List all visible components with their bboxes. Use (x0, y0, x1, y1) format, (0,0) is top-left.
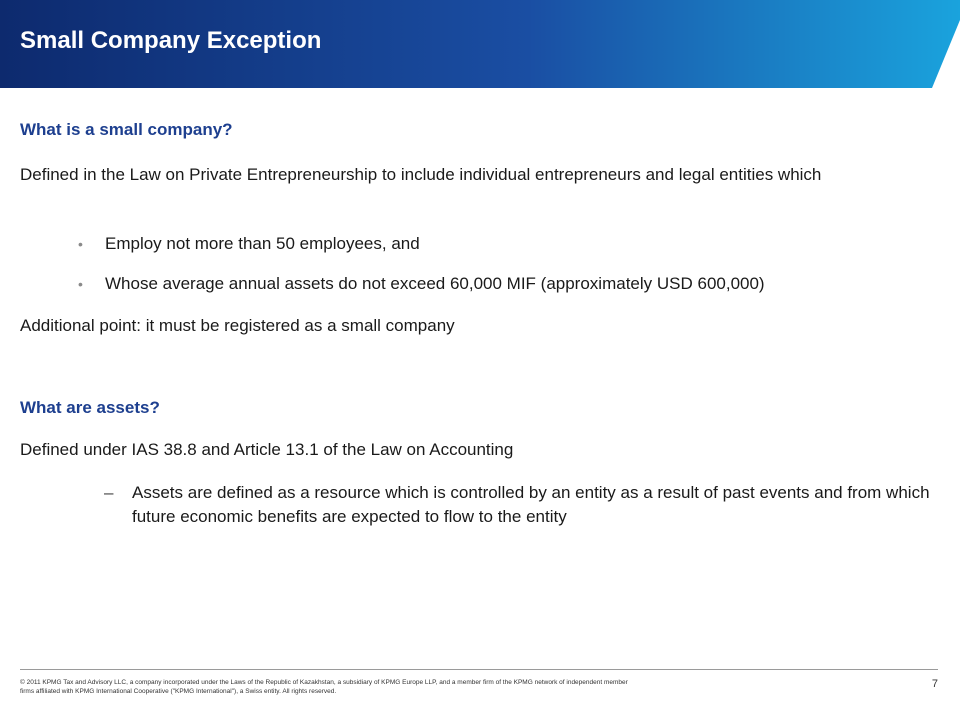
heading-assets: What are assets? (20, 398, 160, 417)
additional-point: Additional point: it must be registered as a small company (20, 316, 455, 335)
bullet-dot-icon: • (78, 276, 83, 292)
small-company-definition: Defined in the Law on Private Entrepreneurship to include individual entrepreneurs and legal entities which (20, 165, 822, 184)
heading-small-company: What is a small company? (20, 120, 233, 139)
bullet-text: Whose average annual assets do not exceed 60,000 MIF (approximately USD 600,000) (105, 274, 765, 293)
dash-icon: – (104, 483, 114, 502)
assets-definition: Defined under IAS 38.8 and Article 13.1 of the Law on Accounting (20, 440, 514, 459)
bullet-text: Employ not more than 50 employees, and (105, 234, 420, 253)
footer-divider (20, 669, 938, 670)
slide-title: Small Company Exception (20, 27, 322, 54)
footer-legal-notice: © 2011 KPMG Tax and Advisory LLC, a company incorporated under the Laws of the Republic of Kazakhstan, a subsidiary of KPMG Europe LLP, and a member firm of the KPMG network of independent member firms affiliated with KPMG International Cooperative ("KPMG International"), a Swiss entity. All rights reserved. (20, 679, 628, 695)
page-number: 7 (931, 678, 938, 690)
bullet-dot-icon: • (78, 236, 83, 252)
sub-point-text: Assets are defined as a resource which is controlled by an entity as a result of past events and from which future economic benefits are expected to flow to the entity (132, 483, 930, 526)
